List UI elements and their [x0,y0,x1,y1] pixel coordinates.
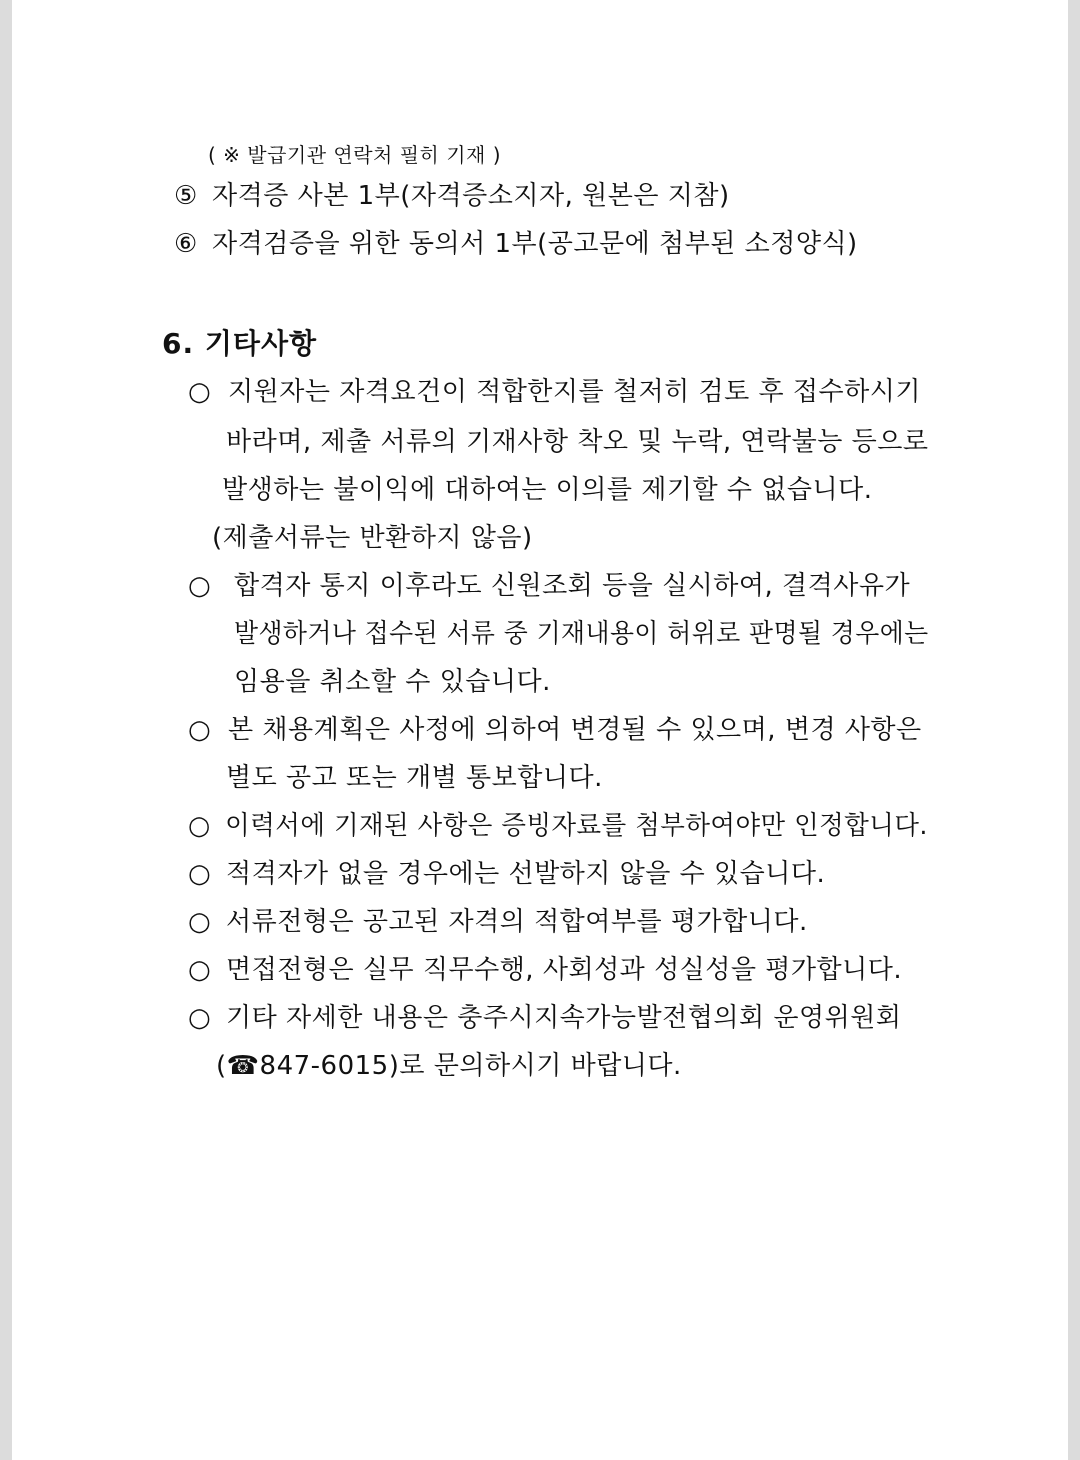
issuer-contact-note: ( ※ 발급기관 연락처 필히 기재 ) [208,143,502,167]
bullet-text: 기타 자세한 내용은 충주시지속가능발전협의회 운영위원회 [226,1003,902,1033]
bullet-text: 면접전형은 실무 직무수행, 사회성과 성실성을 평가합니다. [226,955,903,985]
bullet-item-2-line-1: 합격자 통지 이후라도 신원조회 등을 실시하여, 결격사유가 [234,571,911,601]
bullet-text: 적격자가 없을 경우에는 선발하지 않을 수 있습니다. [226,859,826,889]
circle-bullet-icon: ○ [188,377,212,407]
bullet-item-1 [188,374,226,410]
document-page [12,0,1068,1460]
item-text: 자격검증을 위한 동의서 1부(공고문에 첨부된 소정양식) [212,229,858,259]
bullet-item-1-line-1 [228,374,921,410]
circle-bullet-icon: ○ [188,715,212,745]
bullet-item-2-line-3: 임용을 취소할 수 있습니다. [234,667,551,697]
bullet-item-1-line-4: (제출서류는 반환하지 않음) [212,523,533,553]
circle-bullet-icon: ○ [188,811,211,841]
circle-bullet-icon: ○ [188,955,212,985]
item-number: ⑤ [174,181,198,211]
bullet-item-1-line-3: 발생하는 불이익에 대하여는 이의를 제기할 수 없습니다. [222,475,873,505]
item-text: 자격증 사본 1부(자격증소지자, 원본은 지참) [212,181,730,211]
document-item-5 [174,178,730,214]
section-heading: 6. 기타사항 [162,327,318,360]
bullet-item-3-line-1: 본 채용계획은 사정에 의하여 변경될 수 있으며, 변경 사항은 [228,715,922,745]
bullet-text: 이력서에 기재된 사항은 증빙자료를 첨부하여야만 인정합니다. [225,811,928,841]
bullet-item-7 [188,952,902,988]
bullet-item-4 [188,808,928,844]
bullet-item-2-line-2: 발생하거나 접수된 서류 중 기재내용이 허위로 판명될 경우에는 [234,619,929,649]
bullet-item-6 [188,904,808,940]
bullet-item-3-line-2: 별도 공고 또는 개별 통보합니다. [226,763,603,793]
item-number: ⑥ [174,229,198,259]
bullet-text: 지원자는 자격요건이 적합한지를 철저히 검토 후 접수하시기 [228,377,921,407]
circle-bullet-icon: ○ [188,907,212,937]
bullet-item-8-line-2: (☎847-6015)로 문의하시기 바랍니다. [216,1051,682,1081]
bullet-text: 서류전형은 공고된 자격의 적합여부를 평가합니다. [226,907,808,937]
bullet-item-5 [188,856,825,892]
bullet-item-8 [188,1000,901,1036]
circle-bullet-icon: ○ [188,859,212,889]
bullet-item-1-line-2: 바라며, 제출 서류의 기재사항 착오 및 누락, 연락불능 등으로 [226,427,929,457]
circle-bullet-icon: ○ [188,571,212,601]
bullet-item-3 [188,712,226,748]
document-item-6 [174,226,858,262]
bullet-item-2 [188,568,226,604]
circle-bullet-icon: ○ [188,1003,212,1033]
